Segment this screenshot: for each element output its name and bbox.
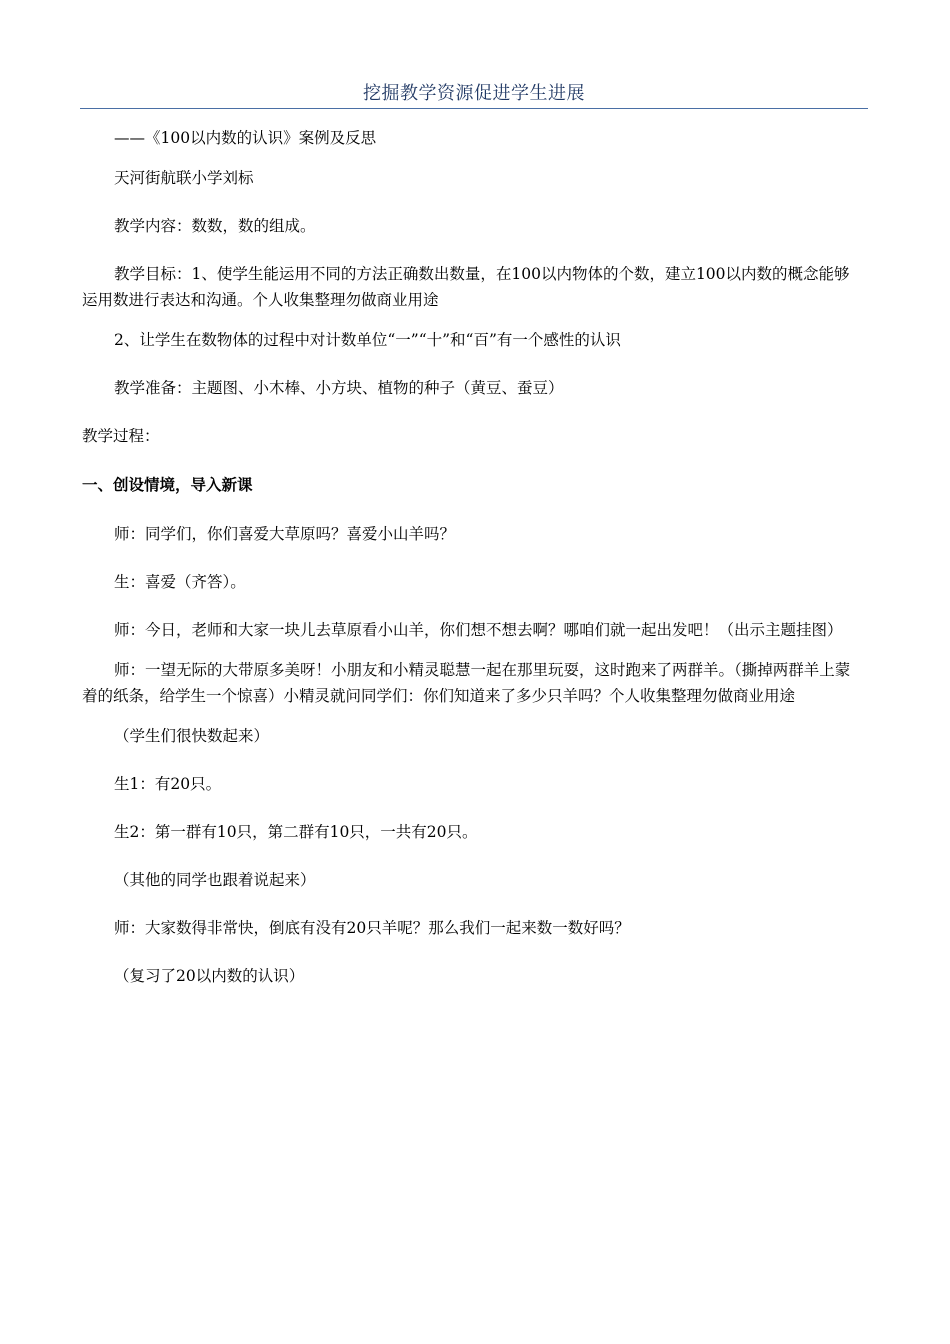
dialogue-line: 生：喜爱（齐答）。 [114,573,246,591]
stage-direction: （其他的同学也跟着说起来） [114,871,316,889]
subtitle: ——《100以内数的认识》案例及反思 [114,129,377,147]
dialogue-line: 师：同学们，你们喜爱大草原吗？喜爱小山羊吗？ [114,525,456,543]
teaching-content: 教学内容：数数，数的组成。 [114,217,316,235]
author-line: 天河街航联小学刘标 [114,169,254,187]
dialogue-line: 师：一望无际的大带原多美呀！小朋友和小精灵聪慧一起在那里玩耍，这时跑来了两群羊。（撕掉两群羊上蒙着的纸条，给学生一个惊喜）小精灵就问同学们：你们知道来了多少只羊吗？个人收集整理勿做商业用途 [82,661,851,705]
dialogue-line: 生1：有20只。 [114,775,222,793]
header-divider [80,108,868,109]
dialogue-line: 生2：第一群有10只，第二群有10只，一共有20只。 [114,823,478,841]
teaching-goal-2: 2、让学生在数物体的过程中对计数单位“一”“十”和“百”有一个感性的认识 [114,331,621,349]
teaching-goal-1: 教学目标：1、使学生能运用不同的方法正确数出数量，在100以内物体的个数，建立100以内数的概念能够运用数进行表达和沟通。个人收集整理勿做商业用途 [82,265,850,309]
page-header-title: 挖掘教学资源促进学生进展 [363,83,585,104]
stage-direction: （复习了20以内数的认识） [114,967,305,985]
dialogue-line: 师：大家数得非常快，倒底有没有20只羊呢？那么我们一起来数一数好吗？ [114,919,630,937]
teaching-process-label: 教学过程： [82,427,160,445]
dialogue-line: 师：今日，老师和大家一块儿去草原看小山羊，你们想不想去啊？哪咱们就一起出发吧！（出示主题挂图） [114,621,843,639]
section-heading: 一、创设情境，导入新课 [82,475,253,494]
document-body [82,125,862,989]
teaching-preparation: 教学准备：主题图、小木棒、小方块、植物的种子（黄豆、蚕豆） [114,379,564,397]
stage-direction: （学生们很快数起来） [114,727,270,745]
